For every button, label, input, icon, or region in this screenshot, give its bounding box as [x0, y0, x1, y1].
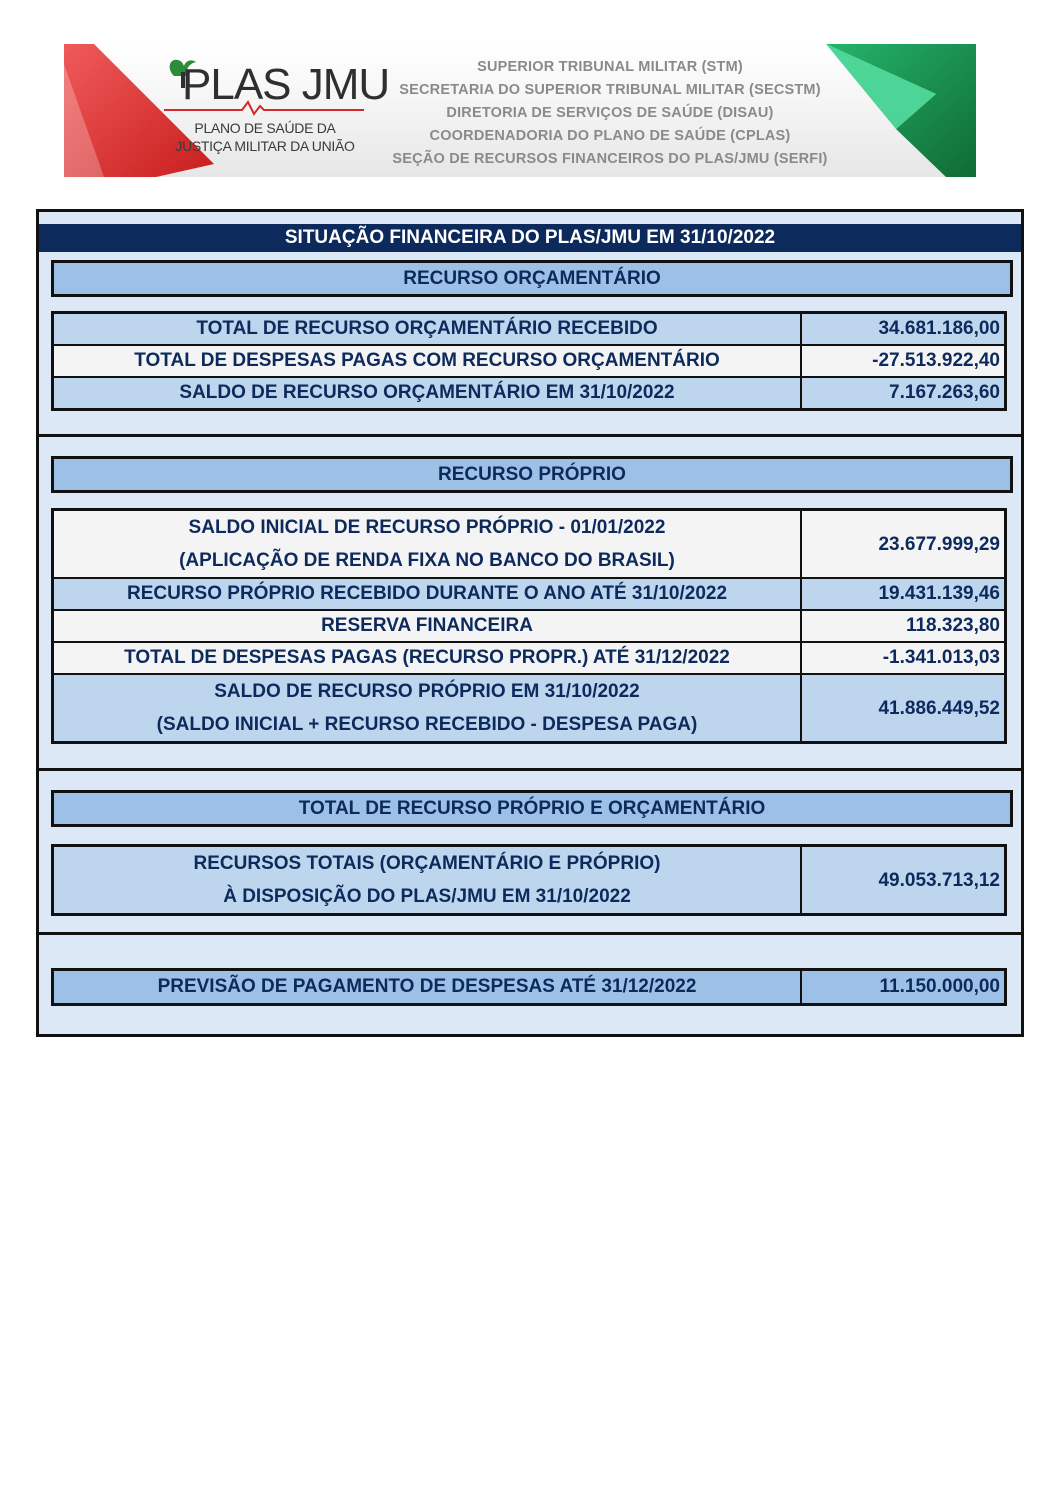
- row-value: 34.681.186,00: [801, 313, 1006, 346]
- institution-line: SUPERIOR TRIBUNAL MILITAR (STM): [477, 59, 743, 75]
- row-label-line2: (APLICAÇÃO DE RENDA FIXA NO BANCO DO BRASIL): [179, 550, 675, 571]
- row-value: 19.431.139,46: [801, 578, 1006, 610]
- table-row: [53, 510, 1006, 579]
- table-row: [53, 970, 1006, 1005]
- section-heading: RECURSO PRÓPRIO: [51, 456, 1013, 493]
- table-row: [53, 610, 1006, 642]
- row-value: 7.167.263,60: [801, 377, 1006, 410]
- section-orcamentario: [39, 252, 1021, 437]
- row-label-multiline: [53, 674, 802, 743]
- header-banner: [64, 44, 976, 177]
- row-label: SALDO DE RECURSO ORÇAMENTÁRIO EM 31/10/2022: [53, 377, 802, 410]
- table-row: [53, 642, 1006, 674]
- row-label-multiline: [53, 510, 802, 579]
- row-value: -1.341.013,03: [801, 642, 1006, 674]
- table-row: [53, 345, 1006, 377]
- row-label-multiline: [53, 846, 802, 915]
- table-row: [53, 578, 1006, 610]
- plas-jmu-logo: [164, 54, 390, 164]
- table-row: [53, 674, 1006, 743]
- section-total: [39, 771, 1021, 935]
- row-label: TOTAL DE DESPESAS PAGAS (RECURSO PROPR.) ATÉ 31/12/2022: [53, 642, 802, 674]
- table-row: [53, 846, 1006, 915]
- row-label-line2: À DISPOSIÇÃO DO PLAS/JMU EM 31/10/2022: [223, 886, 631, 907]
- row-value: 49.053.713,12: [801, 846, 1006, 915]
- institution-line: COORDENADORIA DO PLANO DE SAÚDE (CPLAS): [429, 128, 791, 144]
- section-heading: RECURSO ORÇAMENTÁRIO: [51, 260, 1013, 297]
- logo-name: PLAS JMU: [182, 60, 390, 109]
- institution-line: DIRETORIA DE SERVIÇOS DE SAÚDE (DISAU): [446, 105, 774, 121]
- financial-report: [36, 209, 1024, 1037]
- row-label: PREVISÃO DE PAGAMENTO DE DESPESAS ATÉ 31/12/2022: [53, 970, 802, 1005]
- row-label: TOTAL DE DESPESAS PAGAS COM RECURSO ORÇAMENTÁRIO: [53, 345, 802, 377]
- row-value: 11.150.000,00: [801, 970, 1006, 1005]
- row-value: -27.513.922,40: [801, 345, 1006, 377]
- previsao-table: [51, 968, 1007, 1006]
- row-value: 118.323,80: [801, 610, 1006, 642]
- report-title: SITUAÇÃO FINANCEIRA DO PLAS/JMU EM 31/10/2022: [39, 224, 1021, 252]
- orcamentario-table: [51, 311, 1007, 411]
- institution-lines: [360, 56, 860, 171]
- heartbeat-line-icon: [164, 100, 364, 116]
- row-label-line2: (SALDO INICIAL + RECURSO RECEBIDO - DESPESA PAGA): [156, 714, 698, 735]
- total-table: [51, 844, 1007, 916]
- row-label: RECURSO PRÓPRIO RECEBIDO DURANTE O ANO ATÉ 31/10/2022: [53, 578, 802, 610]
- row-label: TOTAL DE RECURSO ORÇAMENTÁRIO RECEBIDO: [53, 313, 802, 346]
- row-label: RESERVA FINANCEIRA: [53, 610, 802, 642]
- proprio-table: [51, 508, 1007, 744]
- logo-subtitle-line1: PLANO DE SAÚDE DA: [194, 120, 336, 136]
- institution-line: SECRETARIA DO SUPERIOR TRIBUNAL MILITAR (SECSTM): [399, 82, 821, 98]
- section-proprio: [39, 437, 1021, 771]
- row-label: RECURSOS TOTAIS (ORÇAMENTÁRIO E PRÓPRIO): [193, 853, 661, 874]
- table-row: [53, 377, 1006, 410]
- row-value: 23.677.999,29: [801, 510, 1006, 579]
- row-label: SALDO INICIAL DE RECURSO PRÓPRIO - 01/01/2022: [188, 517, 666, 538]
- institution-line: SEÇÃO DE RECURSOS FINANCEIROS DO PLAS/JMU (SERFI): [392, 151, 828, 167]
- row-value: 41.886.449,52: [801, 674, 1006, 743]
- section-heading: TOTAL DE RECURSO PRÓPRIO E ORÇAMENTÁRIO: [51, 790, 1013, 827]
- logo-subtitle-line2: JUSTIÇA MILITAR DA UNIÃO: [175, 138, 355, 154]
- row-label: SALDO DE RECURSO PRÓPRIO EM 31/10/2022: [214, 681, 640, 702]
- table-row: [53, 313, 1006, 346]
